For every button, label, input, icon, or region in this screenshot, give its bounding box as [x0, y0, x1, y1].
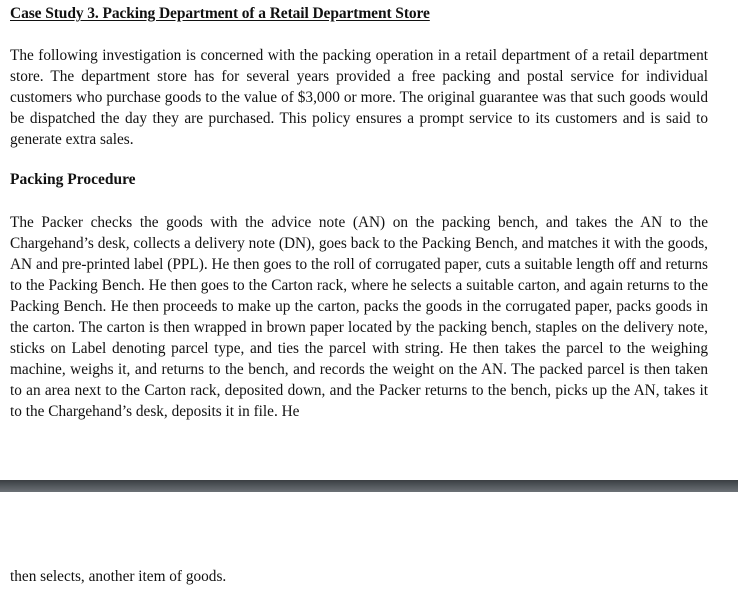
section-heading-packing-procedure: Packing Procedure	[10, 171, 136, 188]
procedure-paragraph: The Packer checks the goods with the advice note (AN) on the packing bench, and takes the AN to the Chargehand’s desk, collects a delivery note (DN), goes back to the Packing Bench, and matches it with the goods, AN and pre-printed label (PPL). He then goes to the roll of corrugated paper, cuts a suitable length off and returns to the Packing Bench. He then goes to the Carton rack, where he selects a suitable carton, and again returns to the Packing Bench. He then proceeds to make up the carton, packs the goods in the corrugated paper, packs goods in the carton. The carton is then wrapped in brown paper located by the packing bench, staples on the delivery note, sticks on Label denoting parcel type, and ties the parcel with string. He then takes the parcel to the weighing machine, weighs it, and returns to the bench, and records the weight on the AN. The packed parcel is then taken to an area next to the Carton rack, deposited down, and the Packer returns to the bench, picks up the AN, takes it to the Chargehand’s desk, deposits it in file. He	[10, 214, 708, 420]
continuation-text: then selects, another item of goods.	[10, 568, 227, 585]
case-study-title: Case Study 3. Packing Department of a Retail Department Store	[10, 5, 430, 22]
page-break-divider	[0, 480, 738, 492]
intro-paragraph: The following investigation is concerned with the packing operation in a retail department of a retail department store. The department store has for several years provided a free packing and postal service for individual customers who purchase goods to the value of $3,000 or more. The original guarantee was that such goods would be dispatched the day they are purchased. This policy ensures a prompt service to its customers and is said to generate extra sales.	[10, 47, 708, 148]
